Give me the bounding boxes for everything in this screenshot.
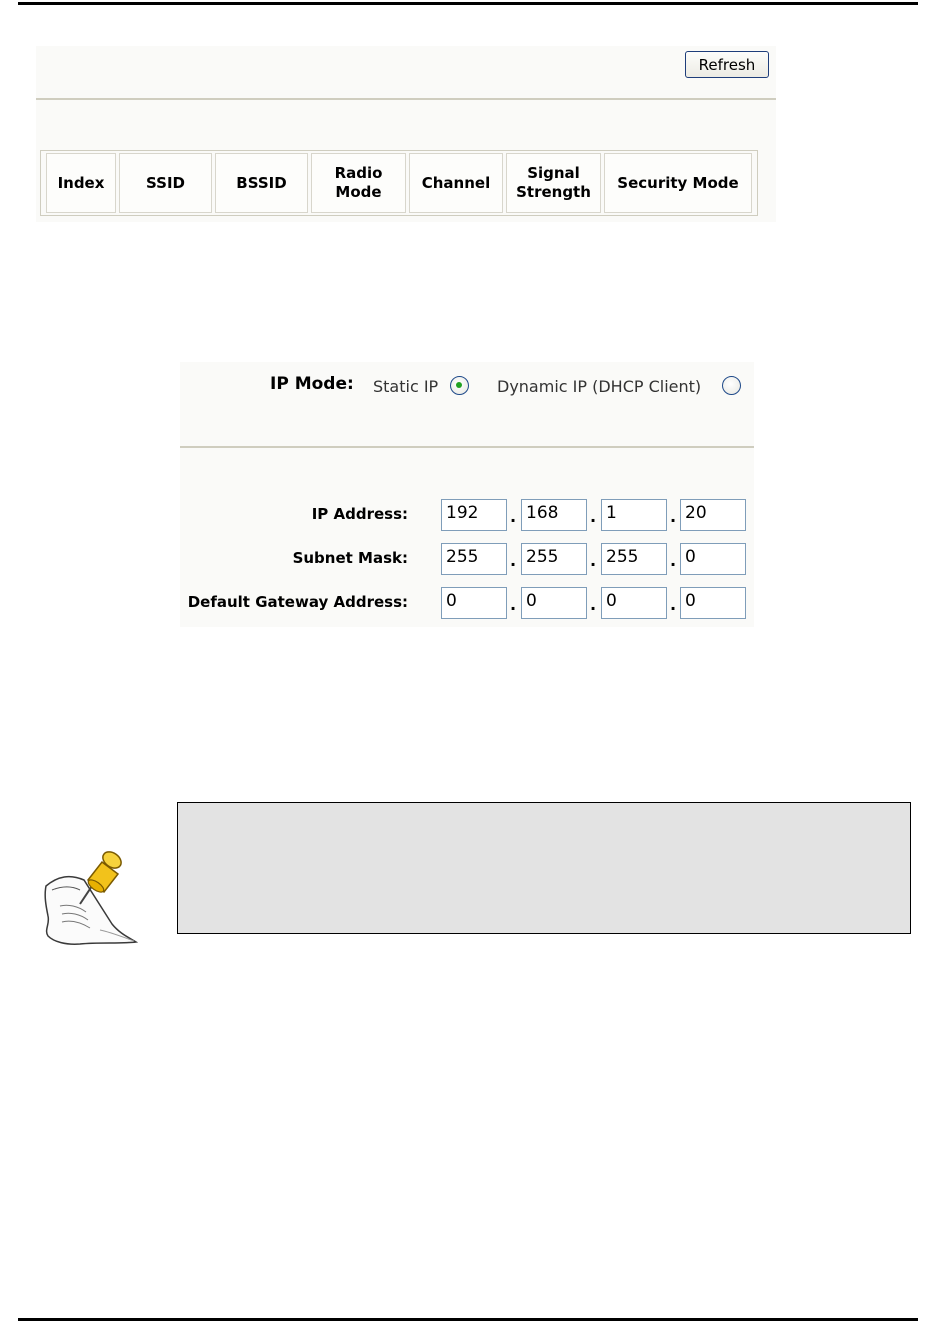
- subnet-mask-octet-1[interactable]: 255: [441, 543, 507, 575]
- survey-table: [43, 153, 755, 213]
- gateway-octet-1[interactable]: 0: [441, 587, 507, 619]
- page-footer-rule: [18, 1318, 918, 1321]
- site-survey-panel: [36, 46, 776, 222]
- column-header-bssid: BSSID: [215, 153, 308, 213]
- column-header-signal-strength: Signal Strength: [506, 153, 601, 213]
- note-box: [177, 802, 911, 934]
- octet-separator: .: [590, 551, 597, 570]
- static-ip-label: Static IP: [373, 377, 439, 396]
- ip-mode-label: IP Mode:: [270, 374, 354, 394]
- survey-table-frame: [40, 150, 758, 216]
- subnet-mask-row: [180, 543, 754, 575]
- gateway-octet-3[interactable]: 0: [601, 587, 667, 619]
- pushpin-shape: [80, 849, 124, 904]
- ip-address-row: [180, 499, 754, 531]
- radio-selected-dot: [456, 382, 462, 388]
- column-header-security-mode: Security Mode: [604, 153, 752, 213]
- subnet-mask-octet-2[interactable]: 255: [521, 543, 587, 575]
- octet-separator: .: [670, 551, 677, 570]
- default-gateway-label: Default Gateway Address:: [187, 593, 408, 611]
- gateway-octet-2[interactable]: 0: [521, 587, 587, 619]
- ip-mode-row: [180, 374, 754, 400]
- gateway-octet-4[interactable]: 0: [680, 587, 746, 619]
- ip-address-octet-4[interactable]: 20: [680, 499, 746, 531]
- octet-separator: .: [510, 507, 517, 526]
- subnet-mask-octet-3[interactable]: 255: [601, 543, 667, 575]
- pushpin-note-icon: [40, 846, 138, 946]
- subnet-mask-octet-4[interactable]: 0: [680, 543, 746, 575]
- octet-separator: .: [510, 595, 517, 614]
- octet-separator: .: [590, 595, 597, 614]
- octet-separator: .: [590, 507, 597, 526]
- ip-address-octet-1[interactable]: 192: [441, 499, 507, 531]
- dynamic-ip-radio[interactable]: [722, 376, 741, 395]
- survey-table-header-row: [46, 153, 752, 213]
- ip-divider: [180, 446, 754, 448]
- column-header-channel: Channel: [409, 153, 503, 213]
- static-ip-radio[interactable]: [450, 376, 469, 395]
- column-header-ssid: SSID: [119, 153, 212, 213]
- ip-settings-panel: [180, 362, 754, 627]
- ip-address-label: IP Address:: [311, 505, 408, 523]
- default-gateway-row: [180, 587, 754, 619]
- page-header-rule: [18, 2, 918, 5]
- column-header-radio-mode: Radio Mode: [311, 153, 406, 213]
- dynamic-ip-label: Dynamic IP (DHCP Client): [497, 377, 702, 396]
- ip-address-octet-2[interactable]: 168: [521, 499, 587, 531]
- octet-separator: .: [510, 551, 517, 570]
- ip-address-octet-3[interactable]: 1: [601, 499, 667, 531]
- octet-separator: .: [670, 507, 677, 526]
- subnet-mask-label: Subnet Mask:: [292, 549, 408, 567]
- survey-divider: [36, 98, 776, 100]
- column-header-index: Index: [46, 153, 116, 213]
- octet-separator: .: [670, 595, 677, 614]
- refresh-button[interactable]: Refresh: [685, 51, 769, 78]
